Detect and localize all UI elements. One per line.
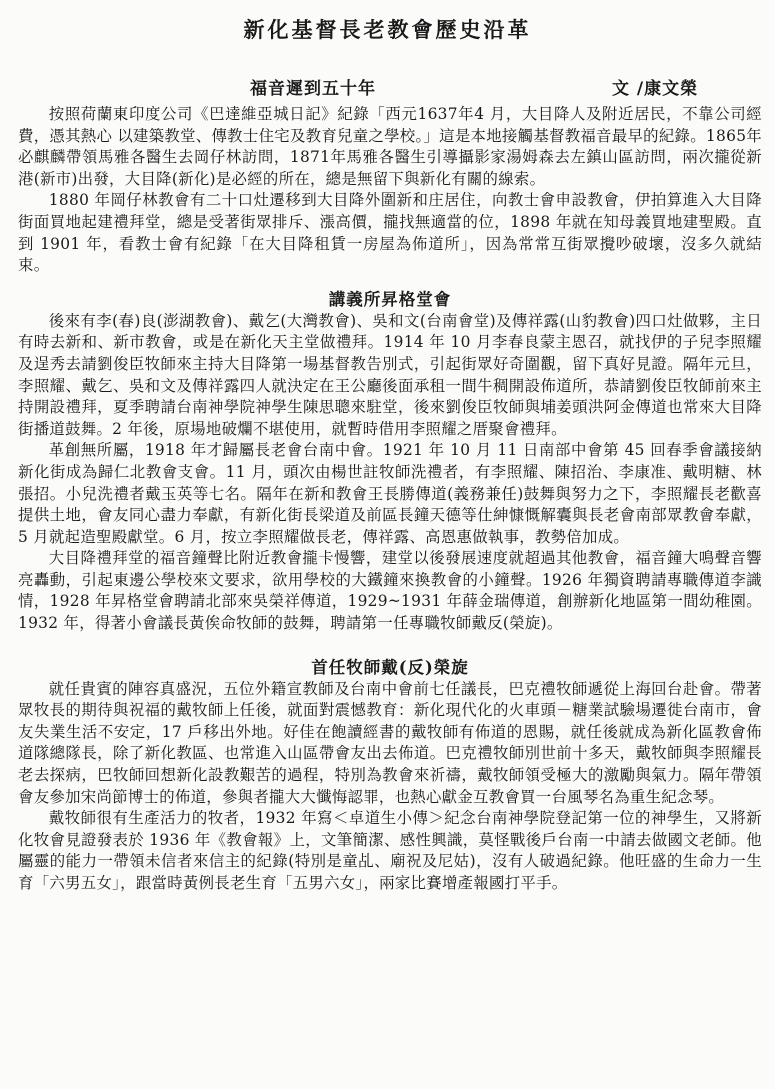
article-body [18, 104, 762, 895]
paragraph: 戴牧師很有生產活力的牧者，1932 年寫＜卓道生小傳＞紀念台南神學院登記第一位的神學生，又將新化牧會見證發表於 1936 年《教會報》上，文筆簡潔、感性興識，莫怪戰後戶台南一中請去做國文老師。他屬靈的能力一帶領未信者來信主的紀錄(特別是童乩、廟祝及尼姑)，沒有人破過紀錄。他旺盛的生命力一生育「六男五女」，跟當時黃例長老生育「五男六女」，兩家比賽增產報國打平手。 [18, 809, 762, 892]
paragraph: 1880 年岡仔林教會有二十口灶遷移到大目降外圍新和庄居住，向教士會申設教會，伊拍算進入大目降街面買地起建禮拜堂，總是受著街眾排斥、漲高價，攏找無適當的位，1898 年就在知母義買地建聖殿。直到 1901 年，看教士會有紀錄「在大目降租賃一房屋為佈道所」，因為常常互街眾攪吵破壞，沒多久就結束。 [18, 191, 762, 275]
paragraph: 按照荷蘭東印度公司《巴達維亞城日記》紀錄「西元1637年4 月，大目降人及附近居民，不靠公司經費，憑其熱心 以建築教堂、傳教士住宅及教育兒童之學校。」這是本地接觸基督教福音最早的紀錄。1865年必麒麟帶領馬雅各醫生去岡仔林訪問，1871年馬雅各醫生引導攝影家湯姆森去左鎮山區訪問，兩次攏從新港(新市)出發，大目降(新化)是必經的所在，總是無留下與新化有關的線索。 [18, 105, 762, 188]
paragraph: 大目降禮拜堂的福音鐘聲比附近教會攏卡慢響，建堂以後發展速度就超過其他教會，福音鐘大鳴聲音響亮轟動，引起東邊公學校來文要求，欲用學校的大鐵鐘來換教會的小鐘聲。1926 年獨資聘請專職傳道李識情，1928 年昇格堂會聘請北部來吳榮祥傳道，1929~1931 年薛金瑞傳道，創辦新化地區第一間幼稚園。1932 年，得著小會議長黃俟命牧師的鼓舞，聘請第一任專職牧師戴反(榮旋)。 [18, 549, 762, 633]
section-heading: 講義所昇格堂會 [328, 289, 452, 309]
paragraph: 就任貴賓的陣容真盛況，五位外籍宣教師及台南中會前七任議長，巴克禮牧師遞從上海回台赴會。帶著眾牧長的期待與祝福的戴牧師上任後，就面對震憾教育：新化現代化的火車頭－糖業試驗場遷徙台南市，會友失業生活不安定，17 戶移出外地。好佳在飽讀經書的戴牧師有佈道的恩賜，就任後就成為新化區教會佈道隊總隊長，除了新化教區、也常進入山區帶會友出去佈道。巴克禮牧師別世前十多天，戴牧師與李照耀長老去探病，巴牧師回想新化設教艱苦的過程，特別為教會來祈禱，戴牧師領受極大的激勵與氣力。隔年帶領會友參加宋尚節博士的佈道，參與者攏大大懺悔認罪，也熱心獻金互教會買一台風琴名為重生紀念琴。 [18, 679, 762, 806]
paragraph: 後來有李(春)良(澎湖教會)、戴乞(大灣教會)、吳和文(台南會堂)及傳祥露(山豹教會)四口灶做夥，主日有時去新和、新市教會，或是在新化天主堂做禮拜。1914 年 10 月李春良蒙主恩召，就找伊的子兒李照耀及逞秀去請劉俊臣牧師來主持大目降第一場基督教告別式，引起街眾好奇圍觀，留下真好見證。隔年元旦，李照耀、戴乞、吳和文及傳祥露四人就決定在王公廳後面承租一間牛稠開設佈道所，恭請劉俊臣牧師前來主持開設禮拜，夏季聘請台南神學院神學生陳思聰來駐堂，後來劉俊臣牧師與埔姜頭洪阿金傳道也常來大目降街播道鼓舞。2 年後，原場地破爛不堪使用，就暫時借用李照耀之厝聚會禮拜。 [18, 311, 762, 438]
author-byline: 文 /康文榮 [612, 79, 699, 99]
document-title: 新化基督長老教會歷史沿革 [243, 17, 532, 42]
document-subtitle: 福音遲到五十年 [250, 79, 376, 99]
paragraph: 革創無所屬，1918 年才歸屬長老會台南中會。1921 年 10 月 11 日南部中會第 45 回春季會議接納新化街成為歸仁北教會支會。11 月，頭次由楊世註牧師洗禮者，有李照耀、陳招治、李康准、戴明糖、林張招。小兒洗禮者戴玉英等七名。隔年在新和教會王長勝傳道(義務兼任)鼓舞與努力之下，李照耀長老歡喜提供土地，會友同心盡力奉獻，有新化街長梁道及前區長鐘天德等仕紳慷慨解囊與長老會南部眾教會奉獻，5 月就起造聖殿獻堂。6 月，按立李照耀做長老，傳祥露、高恩惠做執事，教勢倍加成。 [18, 441, 762, 546]
section-heading: 首任牧師戴(反)榮旋 [311, 657, 469, 677]
